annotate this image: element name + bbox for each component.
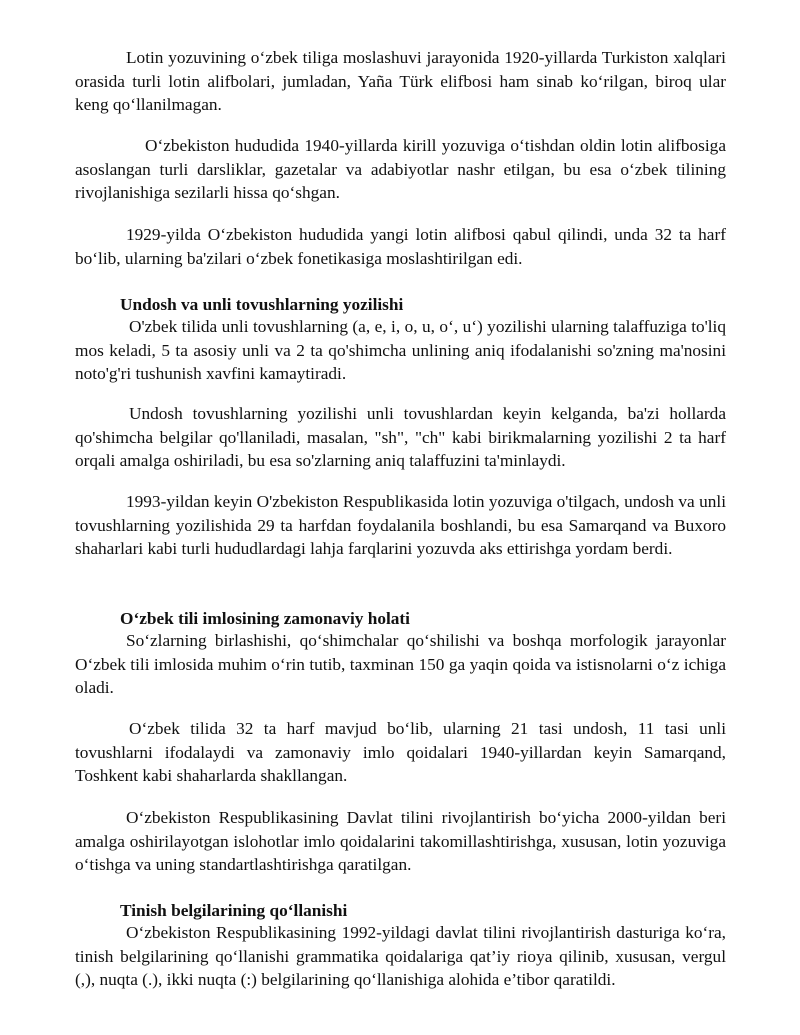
paragraph-1993-transition: 1993-yildan keyin O'zbekiston Respublikasida lotin yozuviga o'tilgach, undosh va unli tovushlarning yozilishida 29 ta harfdan foydalanila boshlandi, bu esa Samarqand va Buxoro shaharlari kabi turli hududlardagi lahja farqlarini yozuvda aks ettirishga yordam berdi. [75, 492, 726, 559]
paragraph-consonants-writing: Undosh tovushlarning yozilishi unli tovushlardan keyin kelganda, ba'zi hollarda qo'shimcha belgilar qo'llaniladi, masalan, "sh", "ch" kabi birikmalarning yozilishi 2 ta harf orqali amalga oshiriladi, bu esa so'zlarning aniq talaffuzini ta'minlaydi. [75, 404, 726, 471]
paragraph-punctuation-1992: O‘zbekiston Respublikasining 1992-yildagi davlat tilini rivojlantirish dasturiga ko‘ra, tinish belgilarining qo‘llanishi grammatika qoidalariga qat’iy rioya qilinib, xususan, vergul (,), nuqta (.), ikki nuqta (:) belgilarining qo‘llanishiga alohida e’tibor qaratildi. [75, 923, 726, 990]
paragraph-vowels-writing: O'zbek tilida unli tovushlarning (a, e, i, o, u, o‘, u‘) yozilishi ularning talaffuziga to'liq mos keladi, 5 ta asosiy unli va 2 ta qo'shimcha unlining aniq ifodalanishi so'zning ma'nosini noto'g'ri tushunish xavfini kamaytiradi. [75, 317, 726, 384]
paragraph-reforms-2000: O‘zbekiston Respublikasining Davlat tilini rivojlantirish bo‘yicha 2000-yildan beri amalga oshirilayotgan islohotlar imlo qoidalarini takomillashtirishga, xususan, lotin yozuviga o‘tishga va uning standartlashtirishga qaratilgan. [75, 808, 726, 875]
paragraph-32-letters: O‘zbek tilida 32 ta harf mavjud bo‘lib, ularning 21 tasi undosh, 11 tasi unli tovushlarni ifodalaydi va zamonaviy imlo qoidalari 1940-yillardan keyin Samarqand, Toshkent kabi shaharlarda shakllangan. [75, 719, 726, 786]
section-heading-modern-orthography: O‘zbek tili imlosining zamonaviy holati [120, 609, 410, 628]
paragraph-alphabet-1929: 1929-yilda O‘zbekiston hududida yangi lotin alifbosi qabul qilindi, unda 32 ta harf bo‘lib, ularning ba'zilari o‘zbek fonetikasiga moslashtirilgan edi. [75, 225, 726, 268]
section-heading-punctuation: Tinish belgilarining qo‘llanishi [120, 901, 348, 920]
paragraph-latin-before-cyrillic: O‘zbekiston hududida 1940-yillarda kirill yozuviga o‘tishdan oldin lotin alifbosiga asoslangan turli darsliklar, gazetalar va adabiyotlar nashr etilgan, bu esa o‘zbek tilining rivojlanishiga sezilarli hissa qo‘shgan. [75, 136, 726, 203]
paragraph-latin-1920s: Lotin yozuvining o‘zbek tiliga moslashuvi jarayonida 1920-yillarda Turkiston xalqlari orasida turli lotin alifbolari, jumladan, Yaña Türk elifbosi ham sinab ko‘rilgan, biroq ular keng qo‘llanilmagan. [75, 48, 726, 115]
paragraph-morphology-rules: So‘zlarning birlashishi, qo‘shimchalar qo‘shilishi va boshqa morfologik jarayonlar O‘zbek tili imlosida muhim o‘rin tutib, taxminan 150 ga yaqin qoida va istisnolarni o‘z ichiga oladi. [75, 631, 726, 698]
section-heading-consonants-vowels: Undosh va unli tovushlarning yozilishi [120, 295, 404, 314]
